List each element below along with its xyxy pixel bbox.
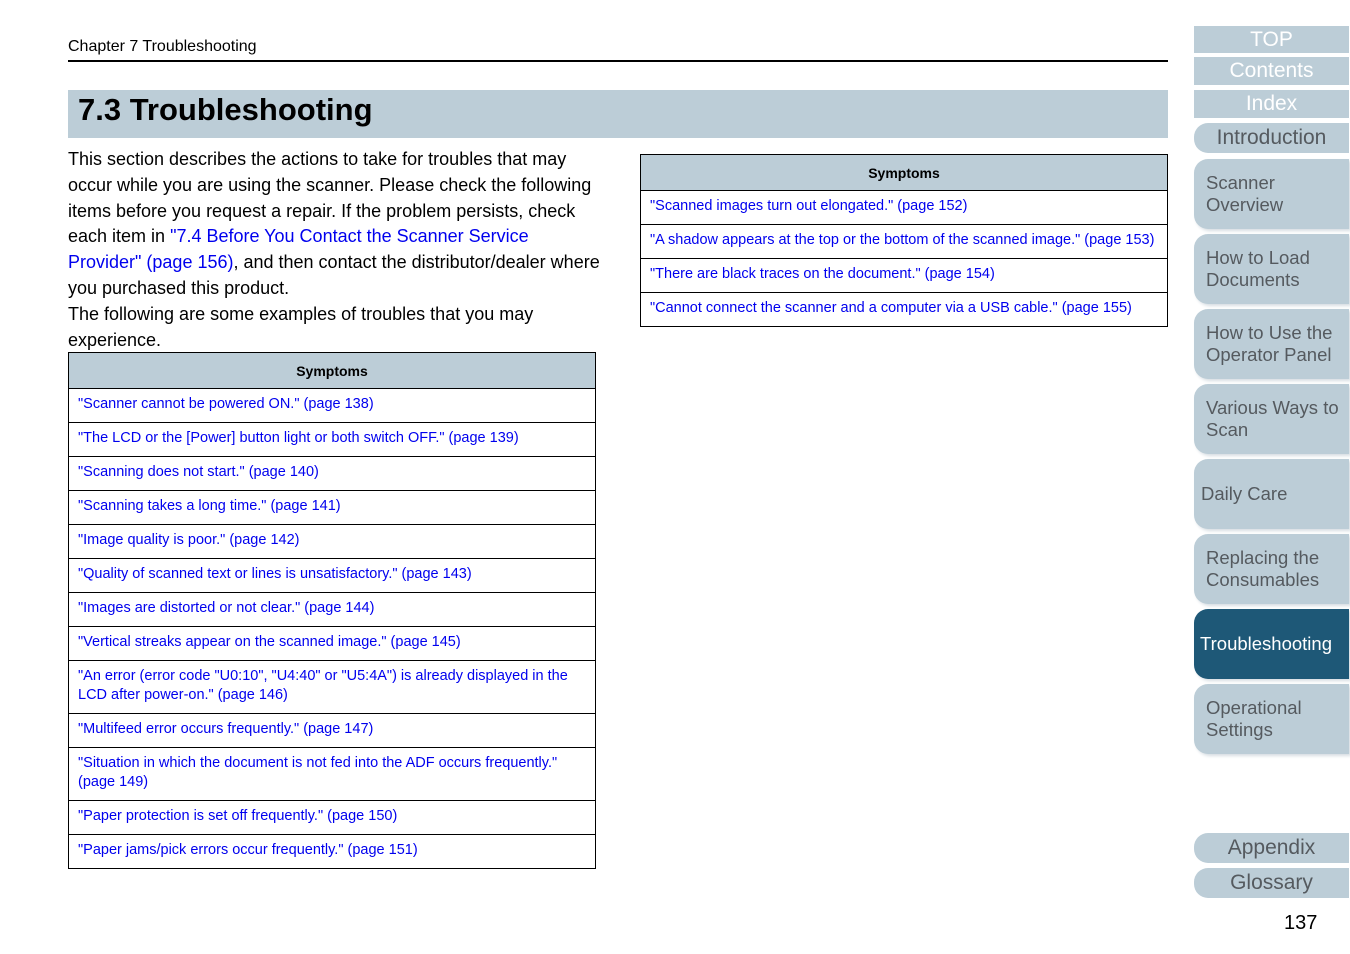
intro-examples-text: The following are some examples of troubles that you may experience.: [68, 303, 534, 350]
table-row: [69, 593, 596, 627]
table-row: [69, 423, 596, 457]
table-row: [641, 191, 1168, 225]
table-row: [69, 559, 596, 593]
header-rule: [68, 60, 1168, 62]
nav-index-button[interactable]: Index: [1194, 90, 1349, 118]
page-number: 137: [1284, 912, 1318, 934]
symptom-link[interactable]: "Cannot connect the scanner and a computer via a USB cable." (page 155): [641, 293, 1168, 327]
tab-replacing-consumables[interactable]: Replacing the Consumables: [1194, 534, 1349, 604]
symptom-link[interactable]: "Scanning does not start." (page 140): [69, 457, 596, 491]
tab-operator-panel[interactable]: How to Use the Operator Panel: [1194, 309, 1349, 379]
table-row: [69, 389, 596, 423]
table-row: [69, 525, 596, 559]
symptom-link[interactable]: "The LCD or the [Power] button light or both switch OFF." (page 139): [69, 423, 596, 457]
symptom-link[interactable]: "Scanning takes a long time." (page 141): [69, 491, 596, 525]
tab-glossary[interactable]: Glossary: [1194, 868, 1349, 898]
contact-provider-link[interactable]: "7.4 Before You Contact the Scanner Service Provider" (page 156): [68, 226, 529, 273]
table-row: [69, 457, 596, 491]
table-row: [641, 293, 1168, 327]
symptom-link[interactable]: "Paper protection is set off frequently." (page 150): [69, 801, 596, 835]
table-row: [69, 835, 596, 869]
symptom-link[interactable]: "Quality of scanned text or lines is unsatisfactory." (page 143): [69, 559, 596, 593]
tab-appendix[interactable]: Appendix: [1194, 833, 1349, 863]
symptom-link[interactable]: "Situation in which the document is not fed into the ADF occurs frequently." (page 149): [69, 748, 596, 801]
nav-top-button[interactable]: TOP: [1194, 26, 1349, 53]
tab-scanner-overview[interactable]: Scanner Overview: [1194, 159, 1349, 229]
tab-how-to-load-documents[interactable]: How to Load Documents: [1194, 234, 1349, 304]
intro-text-end: , and then contact the distributor/dealer where you purchased this product.: [68, 252, 600, 298]
page-title: 7.3 Troubleshooting: [78, 92, 373, 127]
symptom-link[interactable]: "Scanned images turn out elongated." (page 152): [641, 191, 1168, 225]
chapter-label: Chapter 7 Troubleshooting: [68, 38, 257, 55]
table-row: [69, 801, 596, 835]
intro-text: This section describes the actions to take for troubles that may occur while you are using the scanner. Please check the following items before you request a repair. If the problem persists, check each item in: [68, 149, 592, 247]
tab-troubleshooting[interactable]: Troubleshooting: [1194, 609, 1349, 679]
table-row: [641, 225, 1168, 259]
symptom-link[interactable]: "Images are distorted or not clear." (page 144): [69, 593, 596, 627]
table-row: [69, 748, 596, 801]
tab-daily-care[interactable]: Daily Care: [1194, 459, 1349, 529]
symptom-link[interactable]: "Paper jams/pick errors occur frequently." (page 151): [69, 835, 596, 869]
table-row: [641, 259, 1168, 293]
symptom-link[interactable]: "Multifeed error occurs frequently." (page 147): [69, 714, 596, 748]
symptom-link[interactable]: "A shadow appears at the top or the bottom of the scanned image." (page 153): [641, 225, 1168, 259]
symptom-link[interactable]: "An error (error code "U0:10", "U4:40" or "U5:4A") is already displayed in the LCD after power-on." (page 146): [69, 661, 596, 714]
table-row: [69, 714, 596, 748]
symptoms-header: Symptoms: [641, 155, 1168, 191]
symptom-link[interactable]: "There are black traces on the document." (page 154): [641, 259, 1168, 293]
table-row: [69, 627, 596, 661]
section-header: [68, 90, 1168, 138]
symptom-link[interactable]: "Vertical streaks appear on the scanned image." (page 145): [69, 627, 596, 661]
symptom-link[interactable]: "Image quality is poor." (page 142): [69, 525, 596, 559]
symptoms-header: Symptoms: [69, 353, 596, 389]
symptom-link[interactable]: "Scanner cannot be powered ON." (page 138): [69, 389, 596, 423]
tab-operational-settings[interactable]: Operational Settings: [1194, 684, 1349, 754]
intro-paragraph: [68, 147, 603, 353]
table-row: [69, 661, 596, 714]
symptoms-table-left: [68, 352, 596, 869]
nav-contents-button[interactable]: Contents: [1194, 57, 1349, 85]
tab-introduction[interactable]: Introduction: [1194, 123, 1349, 153]
tab-various-ways-to-scan[interactable]: Various Ways to Scan: [1194, 384, 1349, 454]
symptoms-table-right: [640, 154, 1168, 327]
table-row: [69, 491, 596, 525]
